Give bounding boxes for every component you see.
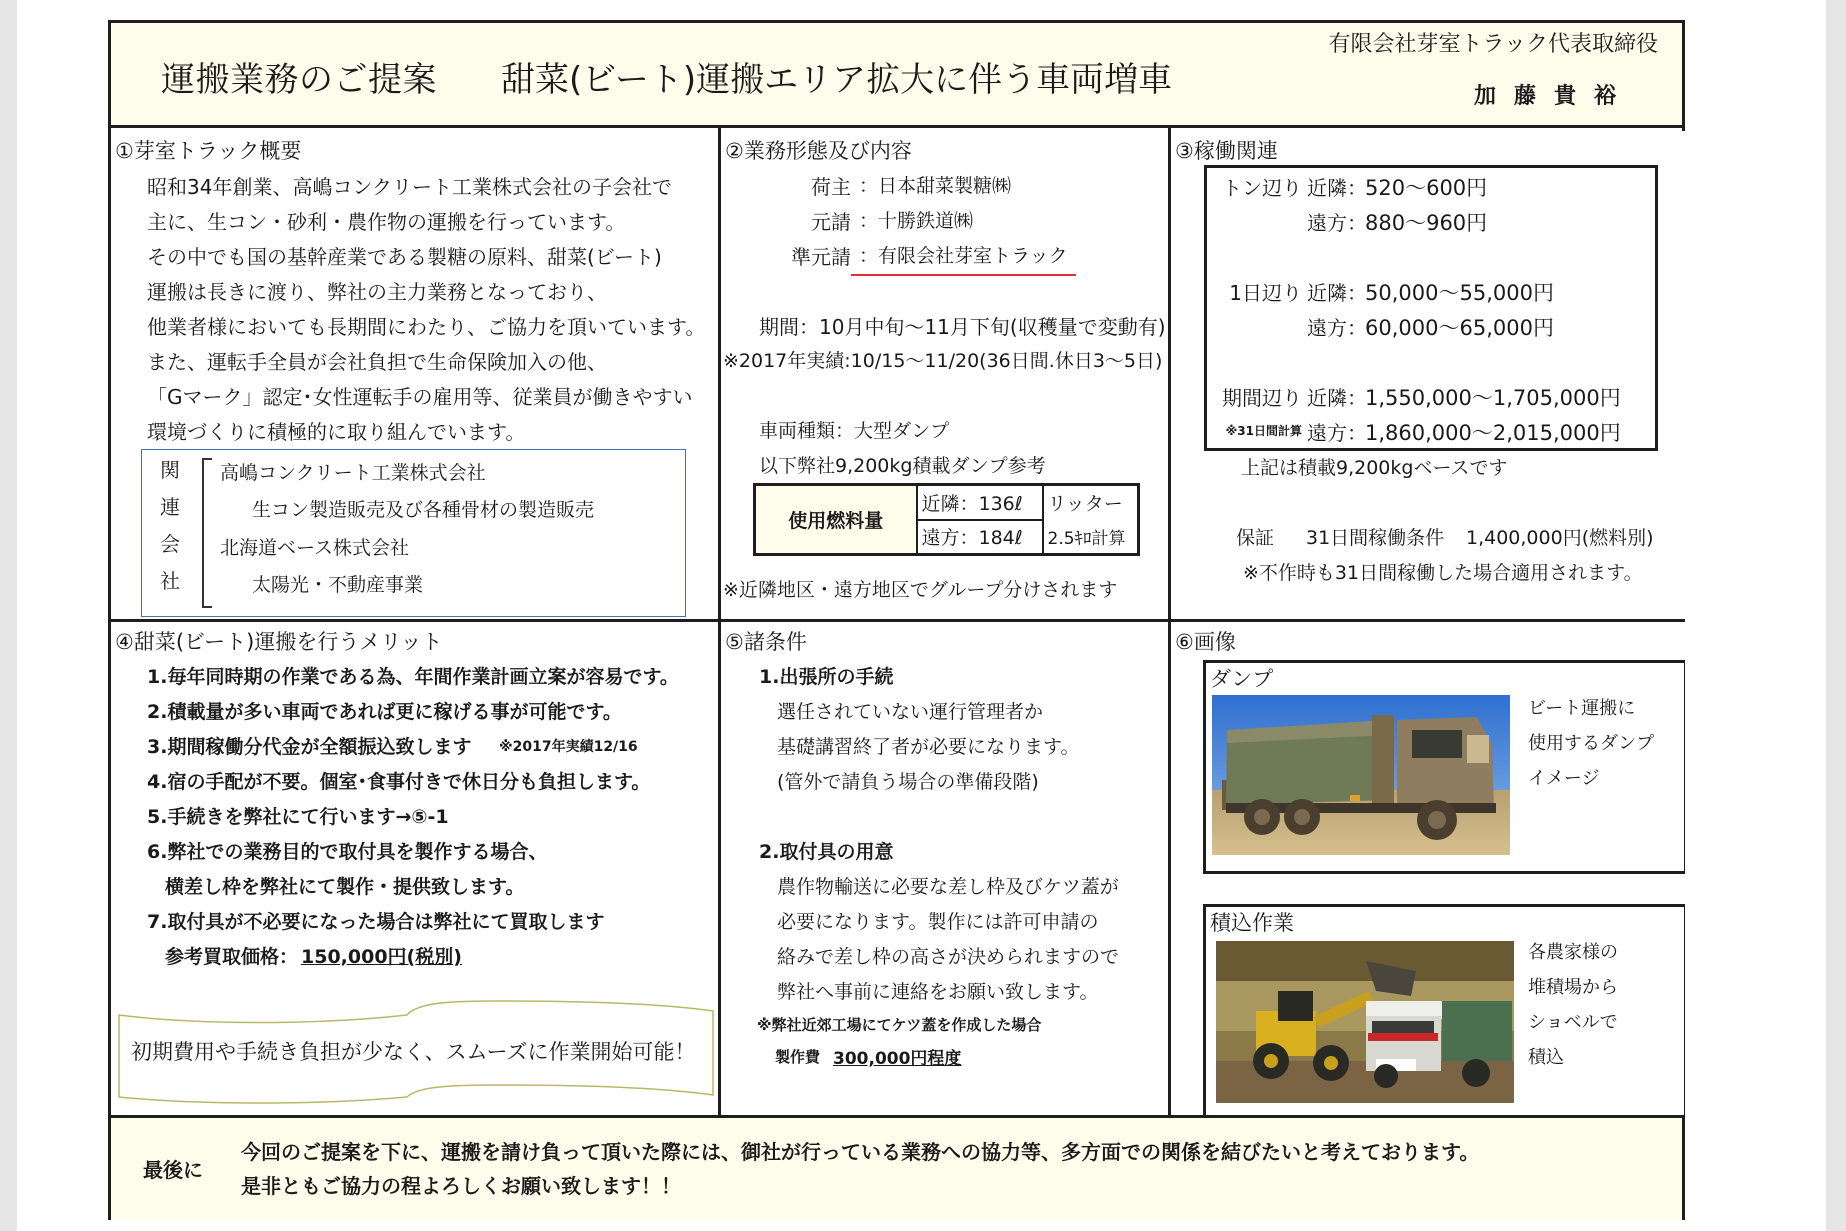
rate-area: 遠方：: [1307, 421, 1367, 445]
closing-line: 今回のご提案を下に、運搬を請け負って頂いた際には、御社が行っている業務への協力等、多方面での関係を結びたいと考えております。: [241, 1140, 1480, 1164]
image-caption: [1528, 935, 1618, 1075]
fuel-near: 近隣：136ℓ: [917, 485, 1043, 520]
vehicle-type: 車両種類：大型ダンプ: [759, 420, 950, 442]
related-label: [160, 452, 180, 600]
overview-line: 主に、生コン・砂利・農作物の運搬を行っています。: [147, 210, 626, 234]
overview-line: 環境づくりに積極的に取り組んでいます。: [147, 420, 526, 444]
rate-area: 近隣：: [1307, 386, 1367, 410]
panel-title: 積込作業: [1210, 911, 1294, 935]
rate-value: 1,550,000～1,705,000円: [1365, 386, 1621, 410]
caption-line: 各農家様の: [1528, 942, 1618, 963]
merit-item: 1.毎年同時期の作業である為、年間作業計画立案が容易です。: [147, 666, 679, 688]
caption-line: イメージ: [1528, 768, 1600, 789]
related-company: 北海道ベース株式会社: [220, 537, 410, 559]
merit-item: 2.積載量が多い車両であれば更に稼げる事が可能です。: [147, 701, 622, 723]
merit-item: 4.宿の手配が不要。個室･食事付きで休日分も負担します。: [147, 771, 651, 793]
section-images: [1171, 622, 1685, 1115]
caption-line: 積込: [1528, 1047, 1564, 1068]
condition-line: 必要になります。製作には許可申請の: [777, 911, 1099, 933]
related-company: 高嶋コンクリート工業株式会社: [220, 462, 486, 484]
condition-subtitle: 1.出張所の手続: [759, 666, 894, 688]
guarantee-amount: 1,400,000円(燃料別): [1466, 527, 1654, 549]
caption-line: 堆積場から: [1528, 977, 1618, 998]
rate-value: 520～600円: [1365, 176, 1488, 200]
proposal-document: [108, 20, 1685, 1220]
party-value-highlighted: ：有限会社芽室トラック: [851, 241, 1076, 276]
rate-value: 880～960円: [1365, 211, 1488, 235]
buyback-label: 参考買取価格：: [165, 946, 299, 968]
image-caption: [1528, 691, 1654, 796]
merit-item: 横差し枠を弊社にて製作・提供致します。: [165, 876, 525, 898]
fuel-usage-table: [753, 483, 1140, 556]
rate-basis: トン辺り: [1222, 176, 1302, 200]
condition-line: 選任されていない運行管理者か: [777, 701, 1044, 723]
overview-line: 昭和34年創業、高嶋コンクリート工業株式会社の子会社で: [147, 175, 673, 199]
cost-value: 300,000円程度: [833, 1049, 962, 1069]
rate-value: 50,000～55,000円: [1365, 281, 1554, 305]
section-conditions: [721, 622, 1168, 1115]
rate-basis: 期間辺り: [1222, 386, 1302, 410]
panel-title: ダンプ: [1210, 667, 1274, 691]
merit-item: 6.弊社での業務目的で取付具を製作する場合、: [147, 841, 548, 863]
rate-value: 1,860,000～2,015,000円: [1365, 421, 1621, 445]
merit-item: 5.手続きを弊社にて行います→⑤-1: [147, 806, 449, 828]
party-role: 荷主: [811, 175, 851, 199]
merit-item-note: ※2017年実績12/16: [499, 739, 638, 755]
rate-basis-note: ※31日間計算: [1225, 424, 1302, 438]
rate-area: 遠方：: [1307, 211, 1367, 235]
basis-note: 上記は積載9,200kgベースです: [1241, 457, 1508, 479]
section-operation: [1171, 131, 1685, 619]
fuel-unit-2: 2.5ｷﾛ計算: [1043, 520, 1139, 555]
condition-line: (管外で請負う場合の準備段階): [777, 771, 1039, 793]
rate-basis: 1日辺り: [1229, 281, 1302, 305]
banner-message: 初期費用や手続き負担が少なく、スムーズに作業開始可能！: [131, 1040, 696, 1064]
condition-line: 弊社へ事前に連絡をお願い致します。: [777, 981, 1099, 1003]
bracket-icon: [202, 458, 212, 608]
rate-area: 近隣：: [1307, 176, 1367, 200]
party-value: ：日本甜菜製糖㈱: [859, 175, 1012, 197]
page-margin-left: [0, 0, 17, 1231]
representative-name: 加藤貴裕: [1473, 84, 1634, 109]
guarantee-condition: 31日間稼働条件: [1306, 527, 1445, 549]
rate-area: 遠方：: [1307, 316, 1367, 340]
overview-line: 運搬は長きに渡り、弊社の主力業務となっており、: [147, 280, 607, 304]
loading-work-photo: [1216, 941, 1514, 1103]
image-panel-dump: [1203, 660, 1685, 874]
fuel-far: 遠方：184ℓ: [917, 520, 1043, 555]
document-subtitle: 甜菜(ビート)運搬エリア拡大に伴う車両増車: [501, 60, 1173, 100]
document-header: [111, 23, 1682, 128]
condition-subtitle: 2.取付具の用意: [759, 841, 894, 863]
related-business: 太陽光・不動産事業: [252, 574, 424, 596]
closing-line: 是非ともご協力の程よろしくお願い致します！！: [241, 1174, 681, 1198]
page-margin-right: [1826, 0, 1846, 1231]
overview-line: 他業者様においても長期間にわたり、ご協力を頂いています。: [147, 315, 706, 339]
closing-label: 最後に: [143, 1158, 203, 1182]
related-label-char: 関: [160, 458, 180, 482]
overview-line: また、運転手全員が会社負担で生命保険加入の他、: [147, 350, 607, 374]
merit-item: 7.取付具が不必要になった場合は弊社にて買取します: [147, 911, 605, 933]
section-company-overview: [111, 131, 718, 619]
overview-line: その中でも国の基幹産業である製糖の原料、甜菜(ビート): [147, 245, 662, 269]
guarantee-note: ※不作時も31日間稼働した場合適用されます。: [1243, 562, 1643, 584]
caption-line: ビート運搬に: [1528, 698, 1636, 719]
related-label-char: 社: [160, 569, 180, 593]
grouping-note: ※近隣地区・遠方地区でグループ分けされます: [723, 579, 1118, 601]
actual-2017-text: ※2017年実績:10/15～11/20(36日間.休日3～5日): [723, 350, 1163, 372]
document-title: 運搬業務のご提案: [161, 60, 437, 100]
caption-line: ショベルで: [1528, 1012, 1618, 1033]
dump-truck-image: [1212, 695, 1510, 855]
factory-note: ※弊社近郊工場にてケツ蓋を作成した場合: [757, 1016, 1042, 1034]
fuel-label: 使用燃料量: [755, 485, 917, 555]
related-companies-box: [141, 449, 686, 617]
rate-area: 近隣：: [1307, 281, 1367, 305]
dump-truck-photo: [1212, 695, 1510, 855]
merit-item: 3.期間稼働分代金が全額振込致します: [147, 736, 472, 758]
company-title: 有限会社芽室トラック代表取締役: [1328, 32, 1658, 57]
related-business: 生コン製造販売及び各種骨材の製造販売: [252, 499, 595, 521]
condition-line: 農作物輸送に必要な差し枠及びケツ蓋が: [777, 876, 1119, 898]
condition-line: 絡みで差し枠の高さが決められますので: [777, 946, 1120, 968]
section-title: ③稼働関連: [1175, 139, 1278, 163]
related-label-char: 会: [160, 532, 180, 556]
section-title: ⑥画像: [1175, 630, 1236, 654]
cost-label: 製作費: [775, 1048, 821, 1066]
section-title: ⑤諸条件: [725, 630, 807, 654]
party-role: 元請: [811, 210, 851, 234]
fuel-unit-1: リッター: [1043, 485, 1139, 520]
party-role: 準元請: [791, 245, 851, 269]
buyback-price: 150,000円(税別): [301, 946, 462, 968]
loading-work-image: [1216, 941, 1514, 1103]
caption-line: 使用するダンプ: [1528, 733, 1655, 754]
party-value: ：十勝鉄道㈱: [859, 210, 974, 232]
section-merits: [111, 622, 718, 1115]
condition-line: 基礎講習終了者が必要になります。: [777, 736, 1080, 758]
rate-value: 60,000～65,000円: [1365, 316, 1554, 340]
section-title: ②業務形態及び内容: [725, 139, 912, 163]
section-title: ①芽室トラック概要: [115, 139, 302, 163]
image-panel-loading: [1203, 904, 1685, 1115]
period-text: 期間：10月中旬～11月下旬(収穫量で変動有): [759, 315, 1166, 339]
rate-table: [1204, 165, 1658, 451]
overview-line: 「Gマーク」認定･女性運転手の雇用等、従業員が働きやすい: [147, 385, 693, 409]
reference-text: 以下弊社9,200kg積載ダンプ参考: [759, 455, 1046, 477]
related-label-char: 連: [160, 495, 180, 519]
guarantee-label: 保証: [1236, 527, 1275, 549]
section-title: ④甜菜(ビート)運搬を行うメリット: [115, 630, 443, 654]
section-business-form: [721, 131, 1168, 619]
closing-footer: [111, 1115, 1682, 1220]
